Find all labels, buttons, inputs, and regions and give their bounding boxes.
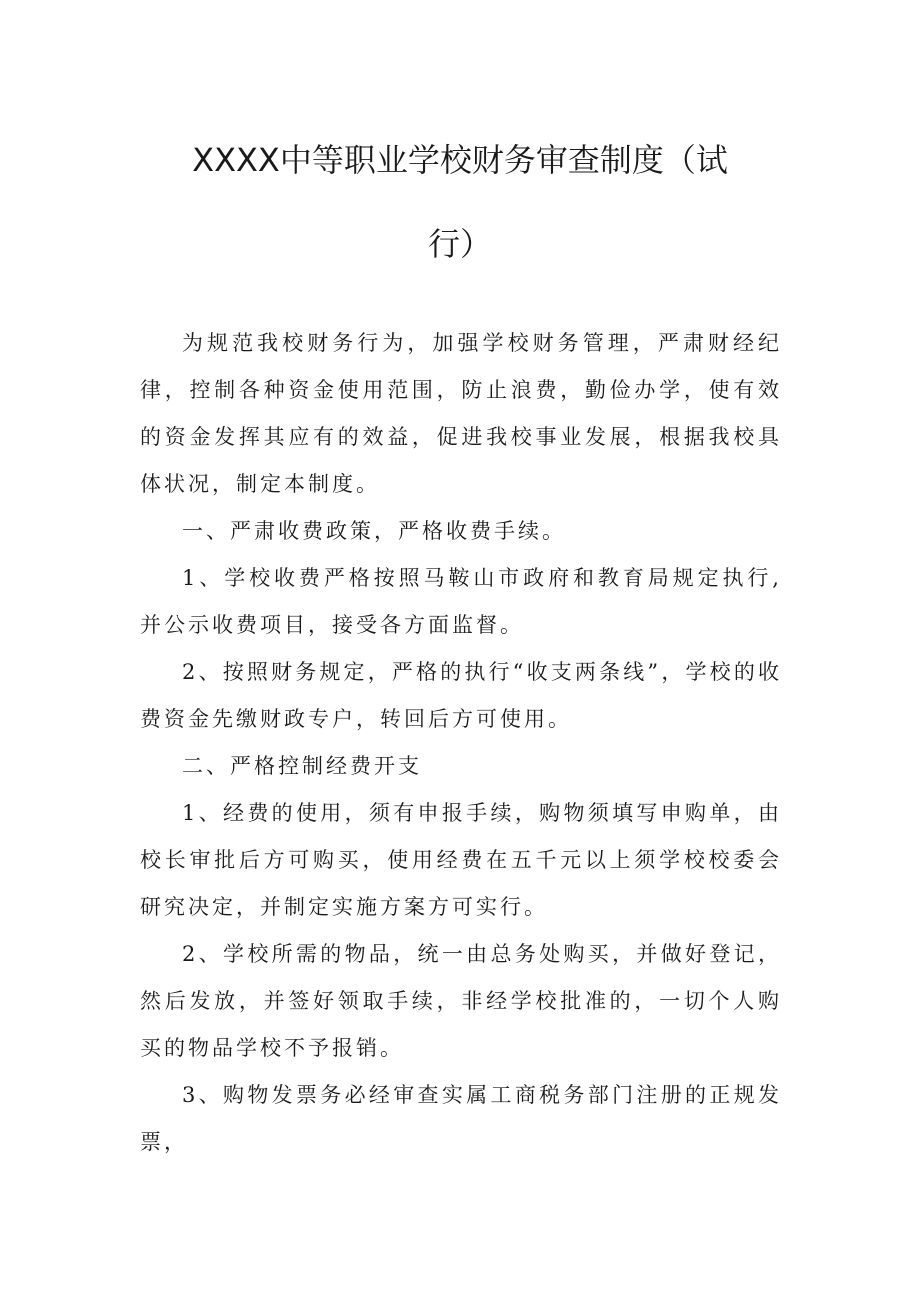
section-heading-1: 一、严肃收费政策，严格收费手续。 [182, 519, 566, 543]
paragraph-2-1: 1、经费的使用，须有申报手续，购物须填写申购单，由校长审批后方可购买，使用经费在五千元以上须学校校委会研究决定，并制定实施方案方可实行。 [140, 801, 782, 919]
document-title-line-1: XXXX中等职业学校财务审查制度（试 [192, 141, 728, 179]
document-title-line-2: 行） [427, 225, 492, 263]
document-body [140, 320, 782, 1166]
paragraph-1-2: 2、按照财务规定，严格的执行“收支两条线”，学校的收费资金先缴财政专户，转回后方可使用。 [140, 660, 782, 731]
paragraph-2-3: 3、购物发票务必经审查实属工商税务部门注册的正规发票， [140, 1083, 782, 1154]
section-heading-2: 二、严格控制经费开支 [182, 754, 422, 778]
paragraph-intro: 为规范我校财务行为，加强学校财务管理，严肃财经纪律，控制各种资金使用范围，防止浪费，勤俭办学，使有效的资金发挥其应有的效益，促进我校事业发展，根据我校具体状况，制定本制度。 [140, 331, 782, 496]
paragraph-2-2: 2、学校所需的物品，统一由总务处购买，并做好登记，然后发放，并签好领取手续，非经学校批准的，一切个人购买的物品学校不予报销。 [140, 942, 782, 1060]
paragraph-1-1: 1、学校收费严格按照马鞍山市政府和教育局规定执行,并公示收费项目，接受各方面监督。 [140, 566, 782, 637]
